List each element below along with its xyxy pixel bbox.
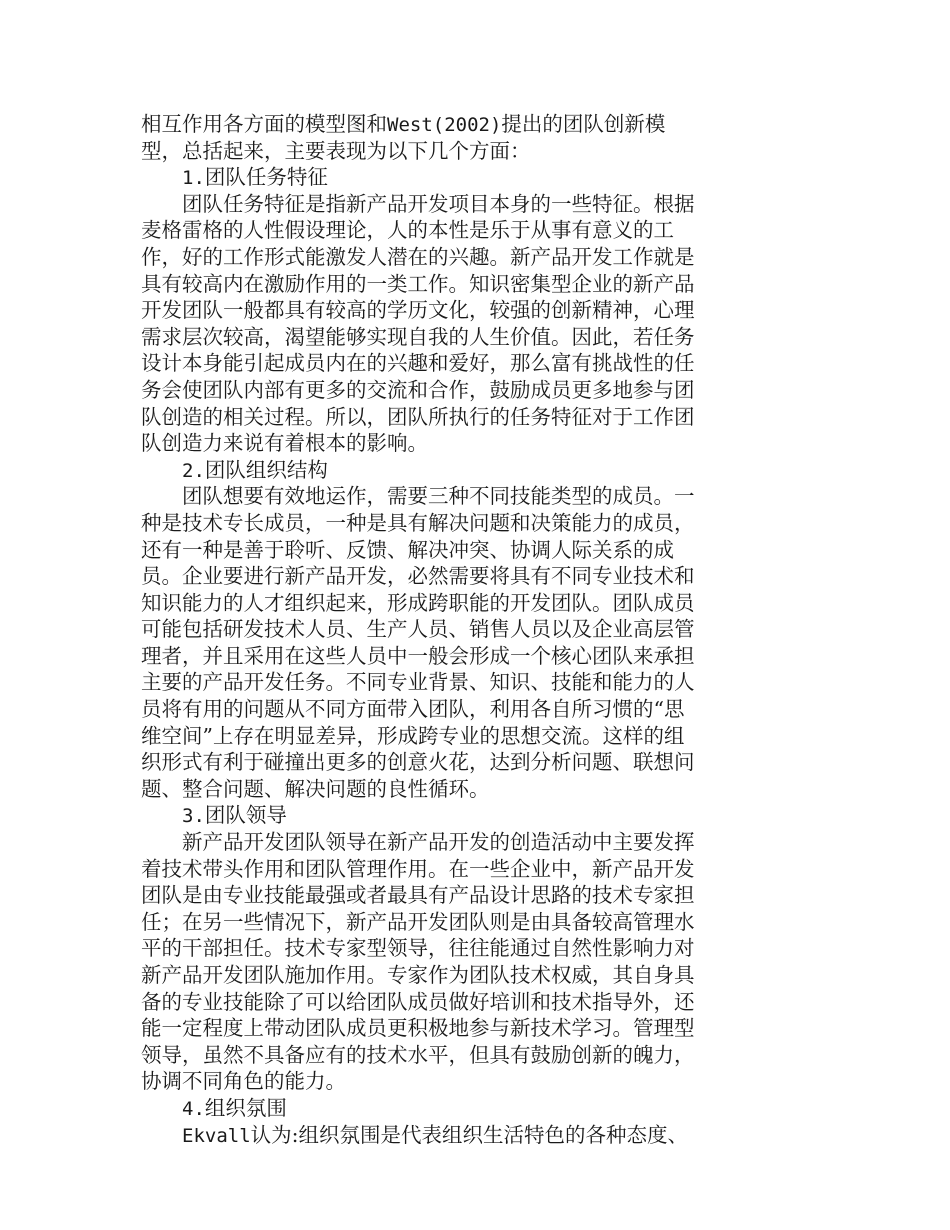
text-line	[141, 483, 741, 510]
text-line	[141, 1095, 741, 1122]
text-run: 还有一种是善于聆听、反馈、解决冲突、协调人际关系的成	[141, 537, 674, 562]
text-run: 设计本身能引起成员内在的兴趣和爱好，那么富有挑战性的任	[141, 351, 695, 376]
text-line	[141, 962, 741, 989]
paragraph	[141, 1122, 741, 1149]
section-heading	[141, 457, 741, 484]
text-run: 组织氛围	[204, 1095, 287, 1120]
text-line	[141, 457, 741, 484]
document-body	[141, 111, 741, 1148]
text-line	[141, 935, 741, 962]
text-line	[141, 802, 741, 829]
text-line	[141, 882, 741, 909]
text-run: 需求层次较高，渴望能够实现自我的人生价值。因此，若任务	[141, 324, 695, 349]
text-line	[141, 350, 741, 377]
text-line	[141, 1015, 741, 1042]
latin-text-run: 3.	[182, 805, 205, 828]
text-run: 作，好的工作形式能激发人潜在的兴趣。新产品开发工作就是	[141, 244, 695, 269]
text-run: 知识能力的人才组织起来，形成跨职能的开发团队。团队成员	[141, 590, 695, 615]
text-run: 种是技术专长成员，一种是具有解决问题和决策能力的成员，	[141, 510, 695, 535]
text-run: 主要的产品开发任务。不同专业背景、知识、技能和能力的人	[141, 670, 695, 695]
text-run: 可能包括研发技术人员、生产人员、销售人员以及企业高层管	[141, 617, 695, 642]
latin-text-run: 1.	[182, 167, 205, 190]
text-line	[141, 430, 741, 457]
latin-text-run: West(2002)	[387, 114, 502, 136]
text-run: 协调不同角色的能力。	[141, 1069, 346, 1094]
latin-text-run: 4.	[182, 1097, 205, 1120]
text-line	[141, 191, 741, 218]
text-run: 团队任务特征是指新产品开发项目本身的一些特征。根据	[182, 191, 695, 216]
text-run: 备的专业技能除了可以给团队成员做好培训和技术指导外，还	[141, 989, 695, 1014]
text-line	[141, 590, 741, 617]
text-line	[141, 616, 741, 643]
section-heading	[141, 164, 741, 191]
text-line	[141, 776, 741, 803]
text-line	[141, 271, 741, 298]
text-line	[141, 909, 741, 936]
text-line	[141, 723, 741, 750]
text-run: 团队是由专业技能最强或者最具有产品设计思路的技术专家担	[141, 883, 695, 908]
text-run: 团队领导	[204, 803, 287, 828]
text-run: 队创造的相关过程。所以，团队所执行的任务特征对于工作团	[141, 404, 695, 429]
text-line	[141, 537, 741, 564]
paragraph	[141, 111, 741, 164]
text-run: 务会使团队内部有更多的交流和合作，鼓励成员更多地参与团	[141, 377, 695, 402]
text-line	[141, 297, 741, 324]
text-line	[141, 138, 741, 165]
text-run: 员。企业要进行新产品开发，必然需要将具有不同专业技术和	[141, 564, 695, 589]
text-run: 认为:组织氛围是代表组织生活特色的各种态度、	[250, 1122, 689, 1147]
text-run: 团队想要有效地运作，需要三种不同技能类型的成员。一	[182, 484, 695, 509]
paragraph	[141, 829, 741, 1095]
text-line	[141, 404, 741, 431]
text-run: 团队组织结构	[204, 457, 328, 482]
text-line	[141, 669, 741, 696]
section-heading	[141, 802, 741, 829]
text-line	[141, 856, 741, 883]
text-run: 型，总括起来，主要表现为以下几个方面：	[141, 138, 531, 163]
text-run: 具有较高内在激励作用的一类工作。知识密集型企业的新产品	[141, 271, 695, 296]
text-line	[141, 377, 741, 404]
paragraph	[141, 191, 741, 457]
text-run: 织形式有利于碰撞出更多的创意火花，达到分析问题、联想问	[141, 750, 695, 775]
paragraph	[141, 483, 741, 802]
text-run: 提出的团队创新模	[501, 112, 666, 136]
text-run: 领导，虽然不具备应有的技术水平，但具有鼓励创新的魄力，	[141, 1042, 695, 1067]
text-line	[141, 111, 741, 138]
text-line	[141, 324, 741, 351]
text-line	[141, 217, 741, 244]
latin-text-run: Ekvall	[182, 1124, 251, 1147]
text-line	[141, 1042, 741, 1069]
text-line	[141, 510, 741, 537]
text-run: 题、整合问题、解决问题的良性循环。	[141, 776, 490, 801]
text-run: 维空间”上存在明显差异，形成跨专业的思想交流。这样的组	[141, 723, 685, 748]
text-run: 员将有用的问题从不同方面带入团队，利用各自所习惯的“思	[141, 697, 685, 722]
text-run: 麦格雷格的人性假设理论，人的本性是乐于从事有意义的工	[141, 218, 674, 243]
text-run: 相互作用各方面的模型图和	[141, 112, 387, 136]
text-line	[141, 1122, 741, 1149]
text-run: 开发团队一般都具有较高的学历文化，较强的创新精神，心理	[141, 298, 695, 323]
text-line	[141, 1068, 741, 1095]
latin-text-run: 2.	[182, 459, 205, 482]
text-run: 平的干部担任。技术专家型领导，往往能通过自然性影响力对	[141, 936, 695, 961]
text-run: 新产品开发团队施加作用。专家作为团队技术权威，其自身具	[141, 963, 695, 987]
text-run: 理者，并且采用在这些人员中一般会形成一个核心团队来承担	[141, 643, 695, 668]
text-run: 新产品开发团队领导在新产品开发的创造活动中主要发挥	[182, 830, 695, 855]
text-run: 能一定程度上带动团队成员更积极地参与新技术学习。管理型	[141, 1016, 695, 1041]
text-line	[141, 563, 741, 590]
text-line	[141, 696, 741, 723]
text-line	[141, 989, 741, 1016]
text-line	[141, 244, 741, 271]
text-line	[141, 829, 741, 856]
text-run: 团队任务特征	[204, 165, 328, 190]
section-heading	[141, 1095, 741, 1122]
text-run: 任；在另一些情况下，新产品开发团队则是由具备较高管理水	[141, 909, 695, 934]
text-line	[141, 164, 741, 191]
text-line	[141, 749, 741, 776]
text-run: 着技术带头作用和团队管理作用。在一些企业中，新产品开发	[141, 856, 695, 881]
text-line	[141, 643, 741, 670]
text-run: 队创造力来说有着根本的影响。	[141, 431, 428, 456]
